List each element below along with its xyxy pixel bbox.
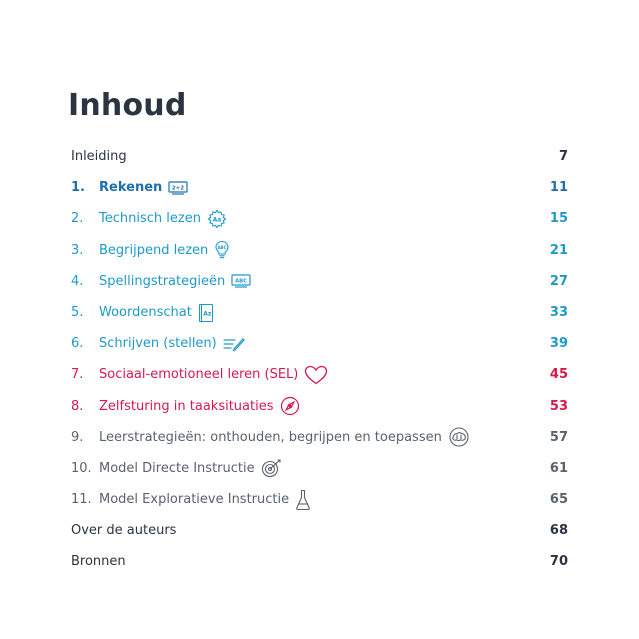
- toc-entry-number: 1.: [71, 180, 85, 196]
- toc-entry-label: Inleiding: [71, 149, 127, 164]
- toc-entry-page: 65: [549, 492, 568, 508]
- toc-entry-label: Leerstrategieën: onthouden, begrijpen en toepassen: [99, 429, 442, 445]
- svg-text:2+2: 2+2: [172, 185, 185, 192]
- toc-entry-page: 15: [549, 211, 568, 227]
- toc-entry-technisch-lezen[interactable]: [71, 203, 568, 234]
- svg-text:Aa: Aa: [212, 216, 222, 224]
- toc-entry-page: 7: [558, 149, 568, 164]
- toc-entry-zelfsturing[interactable]: [71, 391, 568, 422]
- toc-entry-over-de-auteurs[interactable]: [71, 515, 568, 546]
- toc-entry-bronnen[interactable]: [71, 546, 568, 577]
- toc-entry-number: 7.: [71, 367, 84, 383]
- toc-entry-page: 61: [549, 460, 568, 476]
- toc-entry-label: Woordenschat: [99, 304, 192, 320]
- toc-entry-schrijven[interactable]: [71, 328, 568, 359]
- toc-entry-page: 57: [549, 429, 568, 445]
- toc-entry-page: 11: [549, 180, 568, 196]
- toc-entry-label: Spellingstrategieën: [99, 273, 226, 289]
- gear-letters-icon: [207, 209, 227, 229]
- toc-entry-model-directe-instructie[interactable]: [71, 453, 568, 484]
- flask-icon: [295, 489, 311, 511]
- toc-entry-label: Begrijpend lezen: [99, 242, 209, 258]
- toc-entry-page: 53: [549, 398, 568, 414]
- svg-text:ABC: ABC: [235, 278, 248, 285]
- toc-entry-page: 45: [549, 367, 568, 383]
- toc-entry-label: Over de auteurs: [71, 523, 177, 539]
- table-of-contents: [71, 141, 568, 578]
- toc-entry-spellingstrategieen[interactable]: [71, 266, 568, 297]
- toc-entry-number: 8.: [71, 398, 84, 414]
- toc-entry-begrijpend-lezen[interactable]: [71, 235, 568, 266]
- toc-entry-sel[interactable]: [71, 359, 568, 390]
- toc-entry-number: 4.: [71, 273, 84, 289]
- toc-entry-page: 33: [549, 304, 568, 320]
- toc-entry-label: Model Directe Instructie: [99, 460, 255, 476]
- toc-entry-number: 5.: [71, 304, 84, 320]
- toc-entry-label: Model Exploratieve Instructie: [99, 492, 290, 508]
- toc-entry-number: 11.: [71, 492, 92, 508]
- toc-entry-number: 2.: [71, 211, 84, 227]
- svg-text:Az: Az: [203, 310, 212, 318]
- toc-entry-page: 21: [549, 242, 568, 258]
- lightbulb-icon: [214, 240, 230, 260]
- toc-entry-page: 39: [549, 336, 568, 352]
- toc-entry-label: Rekenen: [99, 180, 163, 196]
- toc-entry-inleiding[interactable]: [71, 141, 568, 172]
- heart-icon: [304, 365, 328, 385]
- brain-icon: [448, 427, 470, 447]
- toc-entry-number: 6.: [71, 336, 84, 352]
- toc-entry-number: 3.: [71, 242, 84, 258]
- dictionary-icon: [198, 303, 214, 323]
- toc-entry-page: 27: [549, 273, 568, 289]
- toc-entry-rekenen[interactable]: [71, 172, 568, 203]
- toc-entry-label: Sociaal-emotioneel leren (SEL): [99, 367, 299, 383]
- toc-entry-page: 68: [549, 523, 568, 539]
- toc-entry-label: Technisch lezen: [99, 211, 201, 227]
- abc-board-icon: [231, 274, 251, 288]
- target-icon: [261, 458, 283, 478]
- calculator-board-icon: [168, 181, 188, 195]
- toc-entry-label: Bronnen: [71, 554, 126, 570]
- toc-entry-number: 9.: [71, 429, 84, 445]
- toc-entry-leerstrategieen[interactable]: [71, 422, 568, 453]
- toc-entry-label: Zelfsturing in taaksituaties: [99, 398, 274, 414]
- compass-icon: [280, 396, 300, 416]
- toc-entry-model-exploratieve-instructie[interactable]: [71, 484, 568, 515]
- page-title: Inhoud: [68, 88, 187, 123]
- svg-text:ABC: ABC: [217, 244, 227, 250]
- toc-entry-page: 70: [549, 554, 568, 570]
- toc-entry-woordenschat[interactable]: [71, 297, 568, 328]
- toc-entry-label: Schrijven (stellen): [99, 336, 217, 352]
- toc-entry-number: 10.: [71, 460, 92, 476]
- pencil-lines-icon: [223, 336, 245, 352]
